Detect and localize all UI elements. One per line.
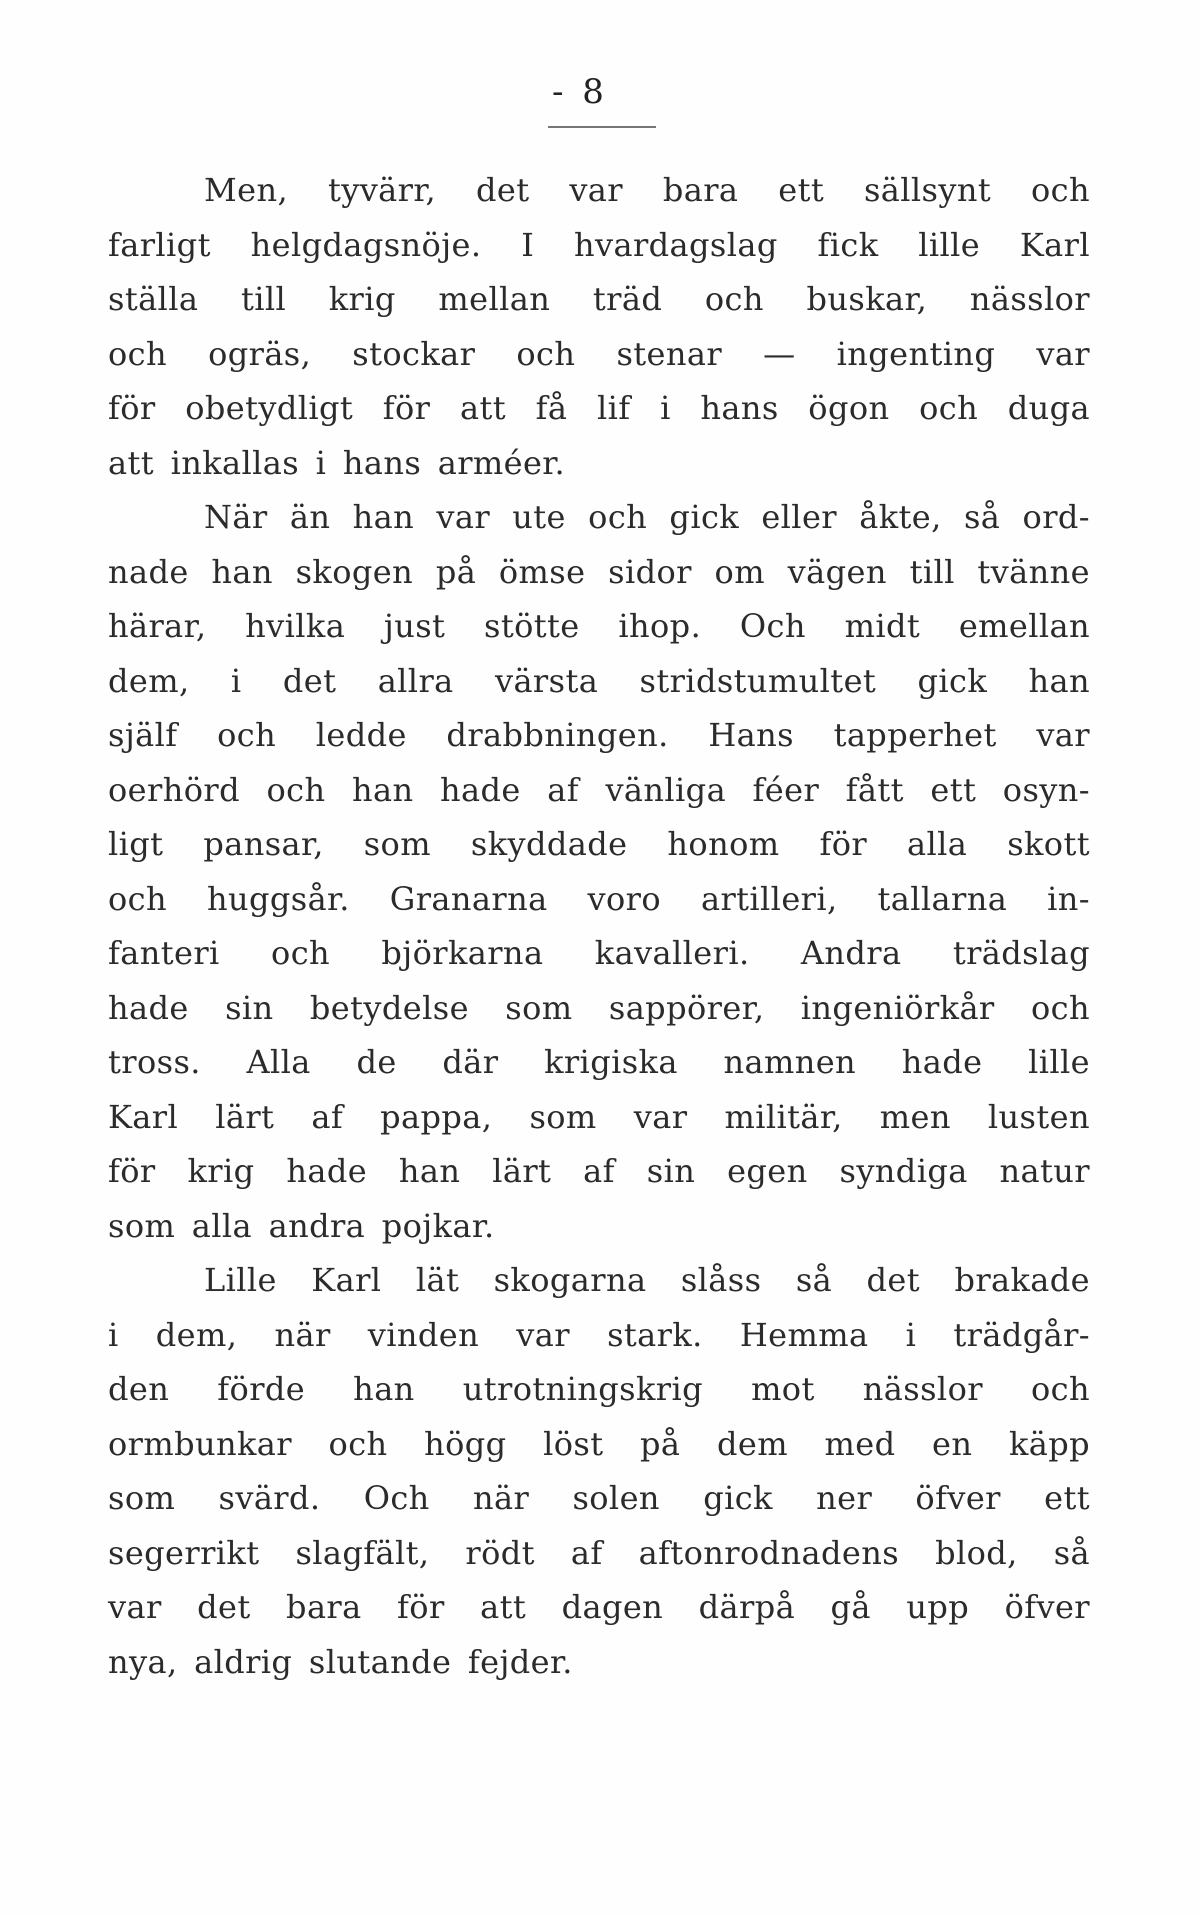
text-line: var det bara för att dagen därpå gå upp öfver xyxy=(108,1588,1090,1626)
text-line: ställa till krig mellan träd och buskar, nässlor xyxy=(108,280,1090,318)
page-number: - 8 xyxy=(552,72,608,112)
text-line: själf och ledde drabbningen. Hans tapperhet var xyxy=(108,716,1090,754)
text-line: för obetydligt för att få lif i hans ögon och duga xyxy=(108,389,1090,427)
text-line: Lille Karl lät skogarna slåss så det brakade xyxy=(204,1261,1090,1299)
text-line: Men, tyvärr, det var bara ett sällsynt och xyxy=(204,171,1090,209)
text-line: nade han skogen på ömse sidor om vägen till tvänne xyxy=(108,552,1090,591)
text-line: härar, hvilka just stötte ihop. Och midt emellan xyxy=(108,607,1090,645)
text-line: fanteri och björkarna kavalleri. Andra trädslag xyxy=(108,934,1090,972)
page-number-rule xyxy=(548,126,656,128)
text-line: farligt helgdagsnöje. I hvardagslag fick lille Karl xyxy=(108,225,1090,264)
text-line: dem, i det allra värsta stridstumultet gick han xyxy=(108,661,1090,700)
text-line: ormbunkar och högg löst på dem med en käpp xyxy=(108,1424,1090,1463)
text-line: segerrikt slagfält, rödt af aftonrodnadens blod, så xyxy=(108,1533,1090,1572)
text-line: nya, aldrig slutande fejder. xyxy=(108,1642,573,1681)
text-line: den förde han utrotningskrig mot nässlor och xyxy=(108,1370,1090,1408)
text-line: hade sin betydelse som sappörer, ingeniörkår och xyxy=(108,988,1090,1027)
text-line: och ogräs, stockar och stenar — ingenting var xyxy=(108,334,1090,373)
text-line: När än han var ute och gick eller åkte, så ord- xyxy=(204,498,1090,536)
text-line: för krig hade han lärt af sin egen syndiga natur xyxy=(108,1152,1090,1190)
body-text xyxy=(108,163,1090,1689)
text-line: som alla andra pojkar. xyxy=(108,1206,495,1245)
text-line: som svärd. Och när solen gick ner öfver ett xyxy=(108,1479,1090,1517)
text-line: tross. Alla de där krigiska namnen hade lille xyxy=(108,1043,1090,1081)
text-line: Karl lärt af pappa, som var militär, men lusten xyxy=(108,1097,1090,1136)
text-line: att inkallas i hans arméer. xyxy=(108,443,566,482)
text-line: och huggsår. Granarna voro artilleri, tallarna in- xyxy=(108,879,1090,918)
text-line: oerhörd och han hade af vänliga féer fått ett osyn- xyxy=(108,770,1090,809)
text-line: ligt pansar, som skyddade honom för alla skott xyxy=(108,825,1090,863)
text-line: i dem, när vinden var stark. Hemma i trädgår- xyxy=(108,1315,1090,1354)
